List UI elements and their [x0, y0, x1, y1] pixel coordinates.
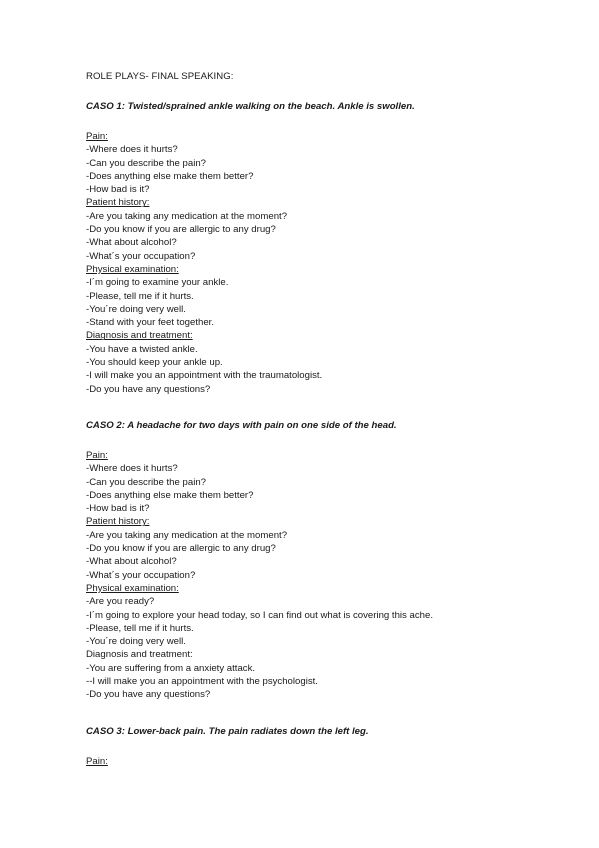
case-block — [86, 725, 576, 768]
question-line: -Do you know if you are allergic to any drug? — [86, 224, 276, 236]
question-line: --I will make you an appointment with the psychologist. — [86, 675, 318, 687]
question-line: -Please, tell me if it hurts. — [86, 290, 194, 302]
case-title: CASO 3: Lower-back pain. The pain radiates down the left leg. — [86, 725, 369, 737]
document-page — [86, 70, 576, 768]
question-line: -I´m going to explore your head today, so I can find out what is covering this ache. — [86, 609, 433, 621]
section-heading: Patient history: — [86, 516, 150, 528]
section-heading: Diagnosis and treatment: — [86, 649, 193, 661]
question-line: -Can you describe the pain? — [86, 157, 206, 169]
question-line: -Are you taking any medication at the moment? — [86, 210, 288, 222]
question-line: -Where does it hurts? — [86, 144, 178, 156]
question-line: -What´s your occupation? — [86, 569, 196, 581]
case-block — [86, 419, 576, 702]
question-line: -How bad is it? — [86, 184, 150, 196]
case-spacer — [86, 702, 576, 725]
case-spacer — [86, 396, 576, 419]
question-line: -Please, tell me if it hurts. — [86, 622, 194, 634]
question-line: -Where does it hurts? — [86, 463, 178, 475]
question-line: -You´re doing very well. — [86, 303, 186, 315]
case-block — [86, 100, 576, 396]
question-line: -What about alcohol? — [86, 556, 177, 568]
case-title: CASO 1: Twisted/sprained ankle walking on the beach. Ankle is swollen. — [86, 101, 415, 112]
question-line: -I will make you an appointment with the traumatologist. — [86, 370, 323, 382]
section-heading: Pain: — [86, 755, 108, 767]
question-line: -What about alcohol? — [86, 237, 177, 249]
question-line: -Stand with your feet together. — [86, 317, 214, 329]
question-line: -Do you have any questions? — [86, 383, 211, 395]
question-line: -What´s your occupation? — [86, 250, 196, 262]
question-line: -I´m going to examine your ankle. — [86, 277, 229, 289]
question-line: -Do you know if you are allergic to any drug? — [86, 543, 276, 555]
document-title: ROLE PLAYS- FINAL SPEAKING: — [86, 71, 234, 82]
case-title: CASO 2: A headache for two days with pain on one side of the head. — [86, 419, 397, 431]
question-line: -Do you have any questions? — [86, 689, 211, 701]
question-line: -Are you ready? — [86, 596, 155, 608]
section-heading: Physical examination: — [86, 263, 179, 275]
question-line: -Does anything else make them better? — [86, 170, 254, 182]
question-line: -You´re doing very well. — [86, 636, 186, 648]
question-line: -Are you taking any medication at the moment? — [86, 529, 288, 541]
question-line: -You have a twisted ankle. — [86, 343, 198, 355]
section-heading: Physical examination: — [86, 582, 179, 594]
question-line: -You are suffering from a anxiety attack. — [86, 662, 256, 674]
question-line: -Can you describe the pain? — [86, 476, 206, 488]
cases-container — [86, 100, 576, 768]
question-line: -You should keep your ankle up. — [86, 357, 223, 369]
section-heading: Pain: — [86, 131, 108, 142]
question-line: -How bad is it? — [86, 503, 150, 515]
section-heading: Patient history: — [86, 197, 150, 209]
section-heading: Pain: — [86, 449, 108, 461]
question-line: -Does anything else make them better? — [86, 489, 254, 501]
section-heading: Diagnosis and treatment: — [86, 330, 193, 342]
